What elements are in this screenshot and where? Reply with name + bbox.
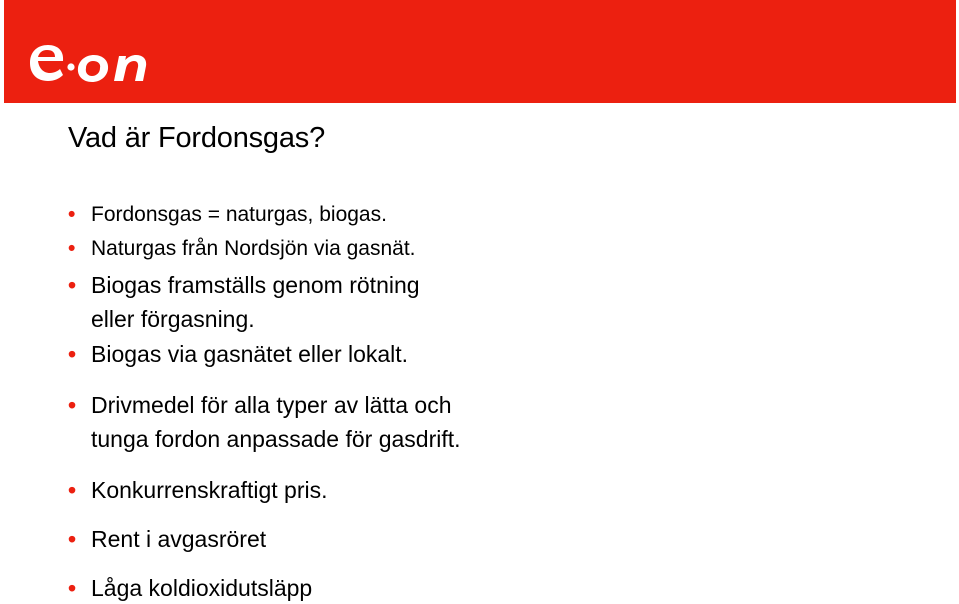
bullet-text: Drivmedel för alla typer av lätta och tunga fordon anpassade för gasdrift. [91,392,461,452]
bullet-text: Biogas via gasnätet eller lokalt. [91,341,409,367]
bullet-text: Rent i avgasröret [91,526,267,552]
bullet-text: Naturgas från Nordsjön via gasnät. [91,237,416,260]
bullet-item [68,388,461,456]
bullet-dot-icon: • [68,477,77,503]
bullet-dot-icon: • [68,203,76,226]
bullet-list [68,0,928,604]
bullet-text: Biogas framställs genom rötning eller förgasning. [91,272,420,332]
bullet-item [68,234,416,264]
bullet-item [68,522,266,556]
bullet-dot-icon: • [68,237,76,260]
bullet-dot-icon: • [68,526,77,552]
slide-title: Vad är Fordonsgas? [68,122,326,154]
bullet-text: Fordonsgas = naturgas, biogas. [91,203,387,226]
bullet-item [68,473,327,507]
bullet-item [68,200,387,230]
bullet-dot-icon: • [68,575,77,601]
bullet-item [68,337,408,371]
bullet-dot-icon: • [68,392,77,418]
bullet-dot-icon: • [68,272,77,298]
bullet-text: Konkurrenskraftigt pris. [91,477,328,503]
bullet-item [68,268,420,336]
bullet-text: Låga koldioxidutsläpp [91,575,313,601]
bullet-dot-icon: • [68,341,77,367]
bullet-item [68,571,312,604]
